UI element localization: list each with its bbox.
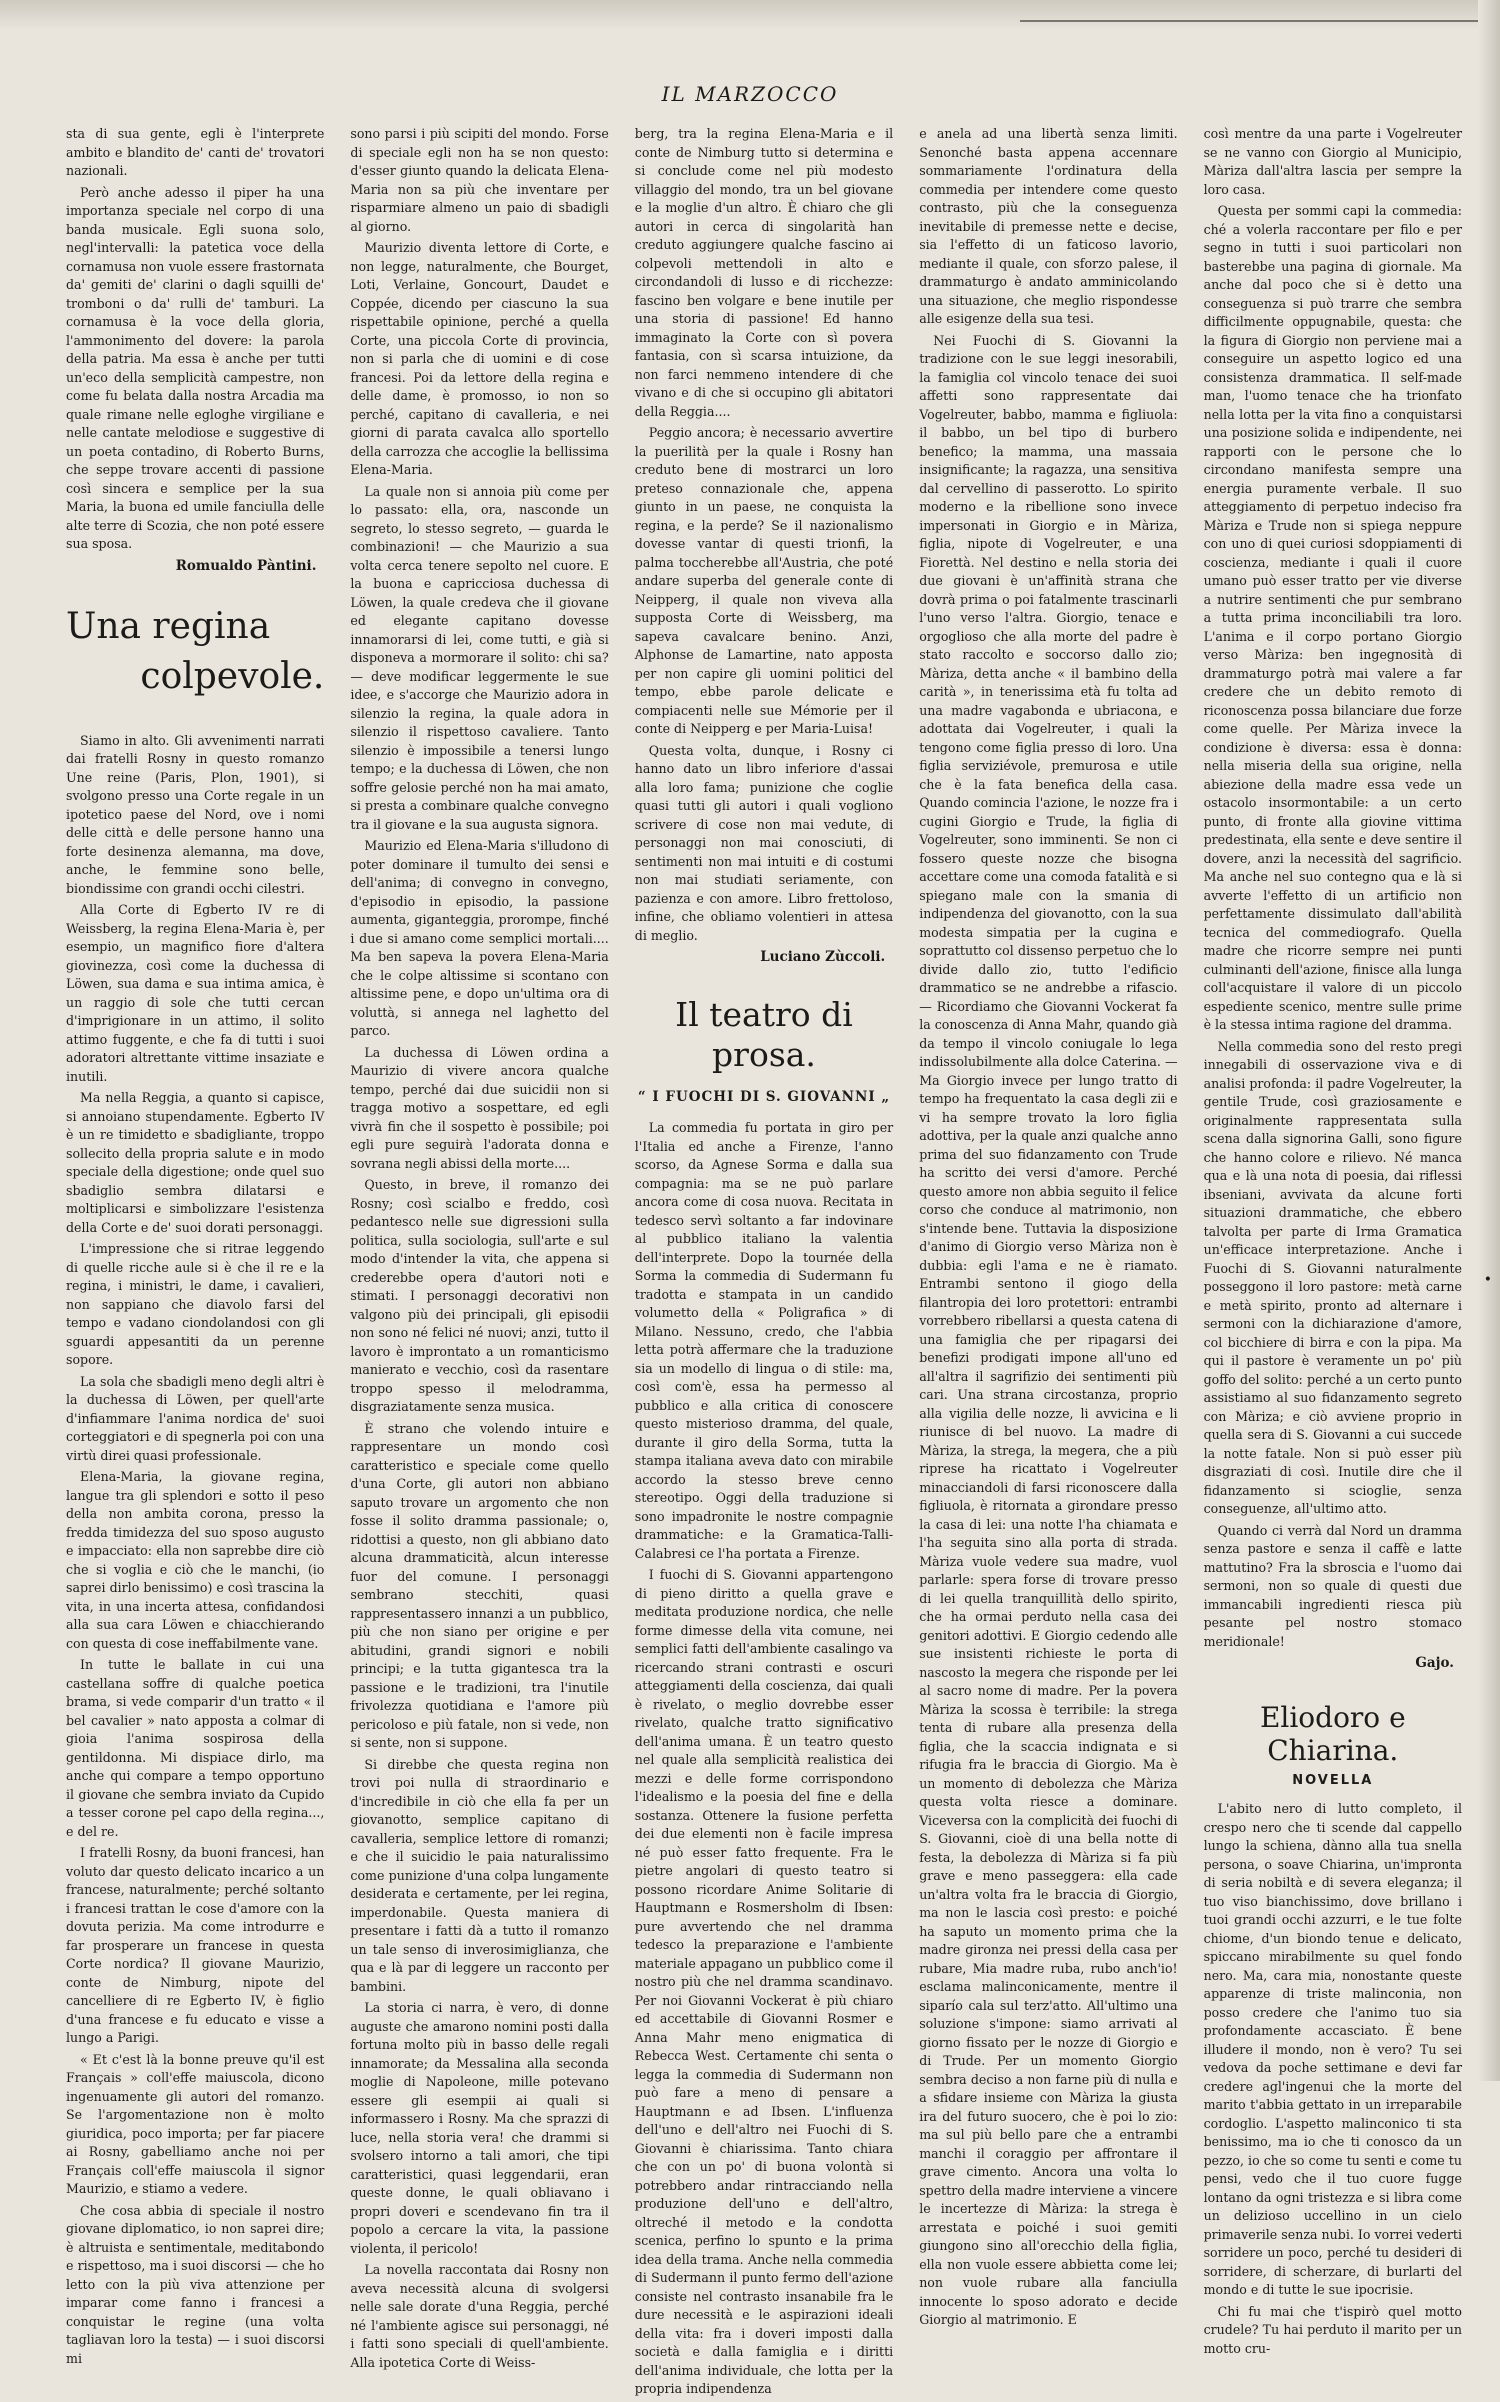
paragraph: Si direbbe che questa regina non trovi poi nulla di straordinario e d'incredibile in ciò che ella fa per un giovanotto, semplice capitano di cavalleria, semplice lettore di romanzi; e che il suicidio le paia naturalissimo come punizione d'una colpa lungamente desiderata e certamente, per lei regina, imperdonabile. Questa maniera di presentare i fatti dà a tutto il romanzo un tale senso di inverosimiglianza, che qua e là par di leggere un racconto per bambini. xyxy=(350,1756,609,1994)
author-signature: Luciano Zùccoli. xyxy=(760,949,886,965)
paragraph: Elena-Maria, la giovane regina, langue tra gli splendori e sotto il peso della non ambita corona, presso la fredda timidezza del suo sposo augusto e impacciato: ella non saprebbe dire ciò che si voglia e ciò che le manchi, (io saprei dirlo benissimo) e così trascina la vita, in una incerta attesa, confidandosi alla sua cara Löwen e chiacchierando con questa di cose ineffabilmente vane. xyxy=(66,1469,325,1651)
paragraph: Che cosa abbia di speciale il nostro giovane diplomatico, io non saprei dire; è altruista e sentimentale, meditabondo e rispettoso, ma i suoi discorsi — che ho letto con la più viva attenzione per imparar come fanno i francesi a conquistar le regine (una volta tagliavan loro la testa) — i suoi discorsi mi xyxy=(66,2202,325,2366)
paragraph: Nella commedia sono del resto pregi innegabili di osservazione viva e di analisi profonda: il padre Vogelreuter, la gentile Trude, così graziosamente e originalmente rappresentata sulla scena dalla signorina Galli, sono figure che hanno colore e rilievo. Né manca qua e là una nota di poesia, dai riflessi ibseniani, avvivata da alcune forti situazioni drammatiche, che ebbero talvolta per parte di Irma Gramatica un'efficace interpretazione. Anche i Fuochi di S. Giovanni naturalmente posseggono il loro pastore: metà carne e metà spirito, pronto ad alternare i sermoni con la dichiarazione d'amore, col bicchiere di birra e con la pipa. Ma qui il pastore è veramente un po' più goffo del solito: perché a un certo punto assistiamo al suo fidanzamento segreto con Màriza; e ciò avviene proprio in quella sera di S. Giovanni a cui succede la notte fatale. Non si può esser più disgraziati di così. Inutile dire che il fidanzamento si scioglie, senza conseguenze, all'ultimo atto. xyxy=(1203,1038,1462,1516)
article-subtitle: “ I FUOCHI DI S. GIOVANNI „ xyxy=(637,1089,891,1105)
article-title: Il teatro di prosa. xyxy=(675,995,853,1074)
article-kicker: NOVELLA xyxy=(1292,1773,1374,1788)
paragraph: In tutte le ballate in cui una castellana soffre di qualche poetica brama, si vede comparir d'un tratto « il bel cavalier » nato apposta a colmar di gioia l'anima sospirosa della gentildonna. Mi dispiace dirlo, ma anche qui compare a tempo opportuno il giovane che sembra inviato da Cupido a tesser corone pel capo della regina..., e del re. xyxy=(66,1657,325,1839)
masthead: IL MARZOCCO xyxy=(661,82,839,106)
paragraph: Chi fu mai che t'ispirò quel motto crudele? Tu hai perduto il marito per un motto cru- xyxy=(1203,2303,1462,2356)
paragraph: Quando ci verrà dal Nord un dramma senza pastore e senza il caffè e latte mattutino? Fra la sbroscia e l'uomo dai sermoni, non so quale di questi due immancabili ingredienti riesca più pesante pel nostro stomaco meridionale! xyxy=(1203,1522,1462,1649)
paragraph: L'abito nero di lutto completo, il crespo nero che ti scende dal cappello lungo la schiena, dànno alla tua snella persona, o soave Chiarina, un'impronta di seria nobiltà e di severa eleganza; il tuo viso bianchissimo, dove brillano i tuoi grandi occhi azzurri, e le tue folte chiome, d'un biondo tenue e delicato, spiccano mirabilmente su quel fondo nero. Ma, cara mia, nonostante queste apparenze di triste malinconia, non posso credere che l'animo tuo sia profondamente accasciato. È bene illudere il mondo, non è vero? Tu sei vedova da poche settimane e devi far credere agl'ingenui che la morte del marito t'abbia gettato in un irreparabile cordoglio. L'aspetto malinconico ti sta benissimo, ma io che ti conosco da un pezzo, io che so come tu senti e come tu pensi, vedo che il tuo cuore fugge lontano da ogni tristezza e si libra come un delizioso uccellino in un cielo primaverile senza nubi. Io vorrei vederti sorridere un poco, perché tu desideri di sorridere, di scherzare, di burlarti del mondo e di tutte le sue ipocrisie. xyxy=(1203,1801,1462,2297)
paragraph: « Et c'est là la bonne preuve qu'il est Français » coll'effe maiuscola, dicono ingenuamente gli autori del romanzo. Se l'argomentazione non è molto giuridica, poco importa; per far piacere ai Rosny, gabelliamo anche noi per Français coll'effe maiuscola il signor Maurizio, e stiamo a vedere. xyxy=(66,2051,325,2196)
paragraph: così mentre da una parte i Vogelreuter se ne vanno con Giorgio al Municipio, Màriza dall'altra lascia per sempre la loro casa. xyxy=(1203,126,1462,197)
column-1 xyxy=(66,125,324,2402)
paragraph: Siamo in alto. Gli avvenimenti narrati dai fratelli Rosny in questo romanzo Une reine (Paris, Plon, 1901), si svolgono presso una Corte regale in un ipotetico paese del Nord, ove i nomi delle città e delle persone hanno una forte desinenza alemanna, ma dove, anche, le femmine sono belle, biondissime con grandi occhi cilestri. xyxy=(66,732,325,896)
paragraph: Peggio ancora; è necessario avvertire la puerilità per la quale i Rosny han creduto bene di mostrarci un loro preteso connazionale che, appena giunto in un paese, ne conquista la regina, e la perde? Se il nazionalismo dovesse vantar di questi trionfi, la palma toccherebbe all'Austria, che poté andare superba del generale conte di Neipperg, il quale non viveva alla supposta Corte di Weissberg, ma sapeva cavalcare benino. Anzi, Alphonse de Lamartine, nato apposta per non capire gli uomini politici del tempo, ebbe parole delicate e compiacenti nelle sue Mémorie per il conte di Neipperg e per Maria-Luisa! xyxy=(634,425,894,736)
paragraph: I fuochi di S. Giovanni appartengono di pieno diritto a quella grave e meditata produzione nordica, che nelle forme dimesse della vita comune, nei semplici fatti dell'ambiente casalingo va ricercando strani contrasti e oscuri atteggiamenti della coscienza, dai quali è rivelato, o meglio dovrebbe esser rivelato, qualche tratto significativo dell'anima umana. È un teatro questo nel quale alla semplicità realistica dei mezzi e delle forme corrispondono l'idealismo e la poesia del fine e della sostanza. Ottenere la fusione perfetta dei due elementi non è facile impresa né può esser fatto frequente. Fra le pietre angolari di questo teatro si possono ricordare Anime Solitarie di Hauptmann e Rosmersholm di Ibsen: pure avvertendo che nel dramma tedesco la preparazione e l'ambiente materiale appagano un pubblico come il nostro più che nel dramma scandinavo. Per noi Giovanni Vockerat è più chiaro ed accettabile di Giovanni Rosmer e Anna Mahr meno enigmatica di Rebecca West. Certamente chi senta o legga la commedia di Sudermann non può fare a meno di pensare a Hauptmann e ad Ibsen. L'influenza dell'uno e dell'altro nei Fuochi di S. Giovanni è chiarissima. Tanto chiara che con un po' di buona volontà si potrebbero andar rintracciando nella produzione dell'uno e dell'altro, oltreché il metodo e la condotta scenica, perfino lo spunto e la prima idea della trama. Anche nella commedia di Sudermann il punto fermo dell'azione consiste nel contrasto insanabile fra le dure necessità e le aspirazioni ideali della vita: fra i doveri imposti dalla società e dalla famiglia e i diritti dell'anima individuale, che lotta per la propria indipendenza xyxy=(634,1567,894,2396)
paragraph: sono parsi i più scipiti del mondo. Forse di speciale egli non ha se non questo: d'esser giunto quando la delicata Elena-Maria non sa più che inventare per risparmiare almeno un paio di sbadigli al giorno. xyxy=(350,126,609,234)
column-3 xyxy=(635,125,893,2402)
paragraph: L'impressione che si ritrae leggendo di quelle ricche aule si è che il re e la regina, i ministri, le dame, i cavalieri, non sappiano che diavolo farsi del tempo e vadano ciondolandosi con gli sguardi appesantiti da un perenne sopore. xyxy=(66,1241,325,1367)
paragraph: sta di sua gente, egli è l'interprete ambito e blandito de' canti de' trovatori nazionali. xyxy=(66,126,325,178)
newspaper-page xyxy=(66,125,1462,2396)
paragraph: La commedia fu portata in giro per l'Italia ed anche a Firenze, l'anno scorso, da Agnese Sorma e dalla sua compagnia: ma se ne può parlare ancora come di cosa nuova. Recitata in tedesco servì soltanto a far indovinare al pubblico italiano la valentia dell'interprete. Dopo la tournée della Sorma la commedia di Sudermann fu tradotta e stampata in un candido volumetto della « Poligrafica » di Milano. Nessuno, credo, che l'abbia letta potrà affermare che la traduzione sia un modello di lingua o di stile: ma, così com'è, essa ha permesso al pubblico e alla critica di conoscere questo misterioso dramma, del quale, durante il giro della Sorma, tutta la stampa italiana aveva dato con mirabile accordo la stesso breve cenno stereotipo. Oggi della traduzione si sono impadronite le nostre compagnie drammatiche: e la Gramatica-Talli-Calabresi ce l'ha portata a Firenze. xyxy=(634,1120,894,1561)
paragraph: Maurizio diventa lettore di Corte, e non legge, naturalmente, che Bourget, Loti, Verlaine, Goncourt, Daudet e Coppée, dicendo per ciascuno la sua rispettabile opinione, perché a quella Corte, una piccola Corte di provincia, non si parla che di uomini e di cose francesi. Poi da lettore della regina e delle dame, è promosso, io non so perché, capitano di cavalleria, e nei giorni di parata cavalca allo sportello della carrozza che accoglie la bellissima Elena-Maria. xyxy=(350,240,609,477)
paragraph: Questa volta, dunque, i Rosny ci hanno dato un libro inferiore d'assai alla loro fama; punizione che coglie quasi tutti gli autori i quali vogliono scrivere di cose non mai vedute, di personaggi non mai conosciuti, di sentimenti non mai intuiti e di costumi non mai studiati seriamente, con pazienza e con amore. Libro frettoloso, infine, che obliamo volentieri in attesa di meglio. xyxy=(634,742,894,943)
article-title: Eliodoro e Chiarina. xyxy=(1259,1701,1406,1767)
margin-mark: • xyxy=(1483,1272,1492,1288)
column-5 xyxy=(1204,125,1462,2402)
author-signature: Gajo. xyxy=(1415,1655,1454,1671)
paragraph: La storia ci narra, è vero, di donne auguste che amarono nomini posti dalla fortuna molto più in basso delle regali innamorate; da Messalina alla seconda moglie di Napoleone, mille potevano essere gli esempii ai quali si informassero i Rosny. Ma che sprazzi di luce, nella storia vera! che drammi si svolsero intorno a tali amori, che tipi caratteristici, quasi leggendarii, eran queste donne, le quali obliavano i propri doveri e scendevano fin tra il popolo a cercare la vita, la passione violenta, il pericolo! xyxy=(350,2000,609,2256)
paragraph: e anela ad una libertà senza limiti. Senonché basta appena accennare sommariamente l'ordinatura della commedia per intendere come questo contrasto, più che la conseguenza inevitabile di premesse nette e decise, sia l'effetto di un faticoso lavorio, mediante il quale, con sforzo palese, il drammaturgo è andato amminicolando una situazione, che meglio rispondesse alle esigenze della sua tesi. xyxy=(919,126,1178,326)
top-rule xyxy=(1020,20,1500,22)
paragraph: Ma nella Reggia, a quanto si capisce, si annoiano stupendamente. Egberto IV è un re timidetto e sbadigliante, troppo sollecito della propria salute e in modo speciale della digestione; onde quel suo sbadiglio sembra dilatarsi e moltiplicarsi e simbolizzare l'esistenza della Corte e de' suoi dorati personaggi. xyxy=(66,1090,325,1235)
paragraph: Maurizio ed Elena-Maria s'illudono di poter dominare il tumulto dei sensi e dell'anima; di convegno in convegno, d'episodio in episodio, la passione aumenta, giganteggia, prorompe, finché i due si amano come semplici mortali.... Ma ben sapeva la povera Elena-Maria che le colpe altissime si scontano con altissime pene, e dopo un'ultima ora di voluttà, si annega nel laghetto del parco. xyxy=(350,838,609,1038)
paragraph: Alla Corte di Egberto IV re di Weissberg, la regina Elena-Maria è, per esempio, un magnifico fiore d'altera giovinezza, così come la duchessa di Löwen, sua dama e sua intima amica, è un raggio di sole che tutti cercan d'imprigionare in un attimo, il solito attimo fuggente, e che fa di tutti i suoi adoratori altrettante vittime insaziate e inutili. xyxy=(66,902,325,1084)
paragraph: Questa per sommi capi la commedia: ché a volerla raccontare per filo e per segno in tutti i suoi particolari non basterebbe una pagina di giornale. Ma anche dal poco che si è detto una conseguenza si può trarre che sembra difficilmente oppugnabile, questa: che la figura di Giorgio non perviene mai a conseguire un aspetto logico ed una consistenza drammatica. Il self-made man, l'uomo tenace che ha trionfato nella lotta per la vita fino a conquistarsi una posizione solida e indipendente, nei rapporti con le persone che lo circondano manifesta sempre una energia puramente verbale. Il suo atteggiamento di perpetuo indeciso fra Màriza e Trude non si spiega neppure con uno di quei curiosi sdoppiamenti di coscienza, mediante i quali il cuore umano può esser tratto per vie diverse a nutrire sentimenti che pur sembrano a tutta prima inconciliabili tra loro. L'anima e il corpo portano Giorgio verso Màriza: ben ingegnosità di drammaturgo potrà mai valere a far credere che un debito remoto di riconoscenza possa bilanciare due forze come quelle. Per Màriza invece la condizione è diversa: essa è donna: nella miseria della sua origine, nella abiezione della madre essa vede un ostacolo insormontabile: a un certo punto, di fronte alla giovine vittima predestinata, ella sente e deve sentire il dovere, anzi la necessità del sagrificio. Ma anche nel suo contegno qua e là si avverte l'effetto di un artificio non perfettamente dissimulato dall'abilità tecnica del commediografo. Quella madre che ricorre sempre nei punti culminanti dell'azione, finisce alla lunga coll'acquistare il valore di un piccolo espediente scenico, mentre sulle prime è la stessa intima ragione del dramma. xyxy=(1203,203,1462,1032)
author-signature: Romualdo Pàntini. xyxy=(175,557,317,574)
paragraph: berg, tra la regina Elena-Maria e il conte de Nimburg tutto si determina e si conclude come nel più modesto villaggio del mondo, tra un bel giovane e la moglie d'un altro. È chiaro che gli autori in cerca di singolarità han creduto aggiungere qualche fascino ai colpevoli mettendoli in alto e circondandoli di lusso e di ricchezze: fascino ben volgare e bene inutile per una storia di passione! Ed hanno immaginato la Corte con sì povera fantasia, con sì scarsa intuizione, da non farci nemmeno intendere di che vivano e di che si occupino gli abitatori della Reggia.... xyxy=(634,126,894,419)
paragraph: La novella raccontata dai Rosny non aveva necessità alcuna di svolgersi nelle sale dorate d'una Reggia, perché né l'ambiente agisce sui personaggi, né i fatti sono speciali di quell'ambiente. Alla ipotetica Corte di Weiss- xyxy=(350,2262,609,2370)
paragraph: Nei Fuochi di S. Giovanni la tradizione con le sue leggi inesorabili, la famiglia col vincolo tenace dei suoi affetti sono rappresentate dai Vogelreuter, babbo, mamma e figliuola: il babbo, un bel tipo di burbero benefico; la mamma, una massaia insignificante; la ragazza, una sensitiva dal cervellino di passerotto. Lo spirito moderno e la ribellione sono invece impersonati in Giorgio e in Màriza, figlia, nipote di Vogelreuter, e una Fiorettà. Nel destino e nella storia dei due giovani è un'affinità strana che dovrà prima o poi fatalmente trascinarli l'uno verso l'altra. Giorgio, tenace e orgoglioso che alla morte del padre è stato raccolto e soccorso dallo zio; Màriza, detta anche « il bambino della carità », in tenerissima età fu tolta ad una madre vagabonda e ubriacona, e adottata dai Vogelreuter, i quali la tengono come figlia presso di loro. Una figlia serviziévole, premurosa e utile che è la fata benefica della casa. Quando comincia l'azione, le nozze fra i cugini Giorgio e Trude, la figlia di Vogelreuter, sono imminenti. Se non ci fossero queste nozze che bisogna accettare come una comoda fatalità e si spiegano male con la smania di indipendenza del giovanotto, con la sua modesta simpatia per la cugina e soprattutto col dissenso perpetuo che lo divide dallo zio, tutto l'edificio drammatico se ne andrebbe a rifascio. — Ricordiamo che Giovanni Vockerat fa la conoscenza di Anna Mahr, quando già da tempo il vincolo coniugale lo lega indissolubilmente alla dolce Caterina. — Ma Giorgio invece per lungo tratto di tempo ha frequentato la casa degli zii e vi ha sempre trovato la loro figlia adottiva, per la quale anzi qualche anno prima del suo fidanzamento con Trude ha scritto dei versi d'amore. Perché questo amore non abbia seguito il felice corso che conduce al matrimonio, non s'intende bene. Tuttavia la disposizione d'animo di Giorgio verso Màriza non è dubbia: egli l'ama e ne è riamato. Entrambi sentono il giogo della filantropia dei loro protettori: entrambi vorrebbero ribellarsi a questa catena di una famiglia che per ripagarsi dei benefizi prodigati impone all'uno ed all'altra il sagrifizio dei sentimenti più cari. Una strana circostanza, proprio alla vigilia delle nozze, li avvicina e li riunisce di bel nuovo. La madre di Màriza, la strega, la megera, che a più riprese ha ricattato i Vogelreuter minacciandoli di farsi riconoscere dalla figliuola, è ritornata a girondare presso la casa di lei: una notte l'ha chiamata e l'ha seguita sino alla porta di strada. Màriza vuole vedere sua madre, vuol parlarle: spera forse di trovare presso di lei quella tranquillità dello spirito, che ha ormai perduto nella casa dei genitori adottivi. E Giorgio cedendo alle sue insistenti richieste le porta di nascosto la megera che risponde per lei al sacro nome di madre. Per la povera Màriza la scossa è terribile: la strega tenta di rubare alla presenza della figlia, che la scaccia indignata e si rifugia fra le braccia di Giorgio. Ma è un momento di debolezza che Màriza questa volta riesce a dominare. Viceversa con la complicità dei fuochi di S. Giovanni, cioè di una bella notte di festa, la debolezza di Màriza si fa più grave e meno passeggera: ella cade un'altra volta fra le braccia di Giorgio, ma non le lascia così presto: e poiché ha saputo un momento prima che la madre gironza nei pressi della casa per rubare, Mia madre ruba, rubo anch'io! esclama malinconicamente, mentre il siparío cala sul terz'atto. All'ultimo una soluzione s'impone: siamo arrivati al giorno fissato per le nozze di Giorgio e di Trude. Per un momento Giorgio sembra deciso a non farne più di nulla e a sfidare insieme con Màriza la giusta ira del futuro suocero, che è poi lo zio: ma sul più bello pare che a entrambi manchi il coraggio per affrontare il grave cimento. Ancora una volta lo spettro della madre interviene a vincere le incertezze di Màriza: la strega è arrestata e poiché i suoi gemiti giungono sino all'orecchio della figlia, ella non vuole essere abbietta come lei; non vuole rubare alla fanciulla innocente lo sposo adorato e decide Giorgio al matrimonio. E xyxy=(919,332,1178,2327)
page-shadow xyxy=(1478,0,1500,2081)
column-4 xyxy=(919,125,1177,2402)
article-title-line: colpevole. xyxy=(140,655,325,697)
paragraph: Questo, in breve, il romanzo dei Rosny; così scialbo e freddo, così pedantesco nelle sue digressioni sulla politica, sulla sociologia, sull'arte e sul modo d'intender la vita, che appena si crederebbe opera d'autori noti e stimati. I personaggi decorativi non valgono più dei principali, gli episodii non sono né felici né nuovi; anzi, tutto il lavoro è improntato a un romanticismo manierato e vecchio, così da rasentare troppo spesso il melodramma, disgraziatamente senza musica. xyxy=(350,1177,609,1414)
paragraph: La duchessa di Löwen ordina a Maurizio di vivere ancora qualche tempo, perché dai due suicidii non si tragga motivo a sospettare, ed egli vivrà fin che il sospetto è possibile; poi egli pure seguirà l'adorata donna e sovrana negli abissi della morte.... xyxy=(350,1044,609,1171)
scan-edge xyxy=(0,0,1500,30)
column-2 xyxy=(350,125,608,2402)
paragraph: La quale non si annoia più come per lo passato: ella, ora, nasconde un segreto, lo stesso segreto, — guarda le combinazioni! — che Maurizio a sua volta cerca tenere sepolto nel cuore. E la buona e capricciosa duchessa di Löwen, la quale credeva che il giovane ed elegante capitano dovesse innamorarsi di lei, come tutti, e già si disponeva a mormorare il solito: chi sa? — deve modificar leggermente le sue idee, e s'accorge che Maurizio adora in silenzio la regina, la quale adora in silenzio il rispettoso cavaliere. Tanto silenzio è impossibile a tenersi lungo tempo; e la duchessa di Löwen, che non soffre gelosie perché non ha mai amato, si presta a combinare qualche convegno tra il giovane e la sua augusta signora. xyxy=(350,483,609,832)
article-title-line: Una regina xyxy=(66,605,271,647)
paragraph: Però anche adesso il piper ha una importanza speciale nel corpo di una banda musicale. Egli suona solo, negl'intervalli: la patetica voce della cornamusa non vuole essere frastornata da' gemiti de' clarini o dagli squilli de' tromboni o da' rulli de' tamburi. La cornamusa è la voce della gloria, l'ammonimento del dovere: la parola della patria. Ma essa è anche per tutti un'eco della semplicità campestre, non come fu belata dalla nostra Arcadia ma quale rimane nelle egloghe virgiliane e nelle cantate melodiose e suggestive di un poeta contadino, di Roberto Burns, che seppe trovare accenti di passione così sincera e semplice per la sua Maria, la buona ed umile fanciulla delle alte terre di Scozia, che non poté essere sua sposa. xyxy=(66,184,325,551)
paragraph: I fratelli Rosny, da buoni francesi, han voluto dar questo delicato incarico a un francese, naturalmente; perché soltanto i francesi trattan le cose d'amore con la dovuta perizia. Ma come introdurre e far prosperare un francese in questa Corte nordica? Il giovane Maurizio, conte de Nimburg, nipote del cancelliere di re Egberto IV, è figlio d'una francese e fu educato e visse a lungo a Parigi. xyxy=(66,1845,325,2045)
paragraph: È strano che volendo intuire e rappresentare un mondo così caratteristico e speciale come quello d'una Corte, gli autori non abbiano saputo trovare un argomento che non fosse il solito dramma passionale; o, ridottisi a questo, non gli abbiano dato alcuna drammaticità, alcun interesse fuor del comune. I personaggi sembrano stecchiti, quasi rappresentassero innanzi a un pubblico, più che non siano per origine e per abitudini, grandi signori e nobili principi; e la tutta gigantesca tra la passione e le tradizioni, tra l'inutile frivolezza quotidiana e l'amore più pericoloso e più fatale, non si vede, non si sente, non si suppone. xyxy=(350,1420,609,1750)
article-title xyxy=(66,602,324,702)
paragraph: La sola che sbadigli meno degli altri è la duchessa di Löwen, per quell'arte d'infiammare l'anima nordica de' suoi corteggiatori e di spegnerla poi con una virtù direi quasi professionale. xyxy=(66,1373,325,1463)
